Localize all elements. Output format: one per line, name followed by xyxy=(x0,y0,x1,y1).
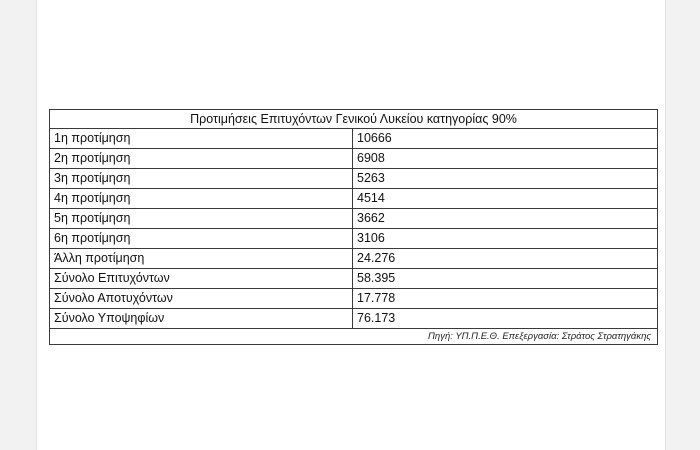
table-title-row xyxy=(50,110,658,129)
table-row xyxy=(50,189,658,209)
preferences-table xyxy=(49,109,658,345)
row-label: 5η προτίμηση xyxy=(50,209,353,229)
table-row xyxy=(50,289,658,309)
row-value: 10666 xyxy=(353,129,658,149)
row-value: 3662 xyxy=(353,209,658,229)
row-label: 2η προτίμηση xyxy=(50,149,353,169)
table-row xyxy=(50,309,658,329)
table-row xyxy=(50,249,658,269)
row-label: 3η προτίμηση xyxy=(50,169,353,189)
row-value: 4514 xyxy=(353,189,658,209)
table-row xyxy=(50,209,658,229)
row-value: 6908 xyxy=(353,149,658,169)
row-label: Σύνολο Αποτυχόντων xyxy=(50,289,353,309)
row-value: 3106 xyxy=(353,229,658,249)
table-body xyxy=(50,110,658,345)
row-value: 58.395 xyxy=(353,269,658,289)
table-row xyxy=(50,149,658,169)
row-label: Άλλη προτίμηση xyxy=(50,249,353,269)
row-value: 76.173 xyxy=(353,309,658,329)
row-label: 4η προτίμηση xyxy=(50,189,353,209)
table-row xyxy=(50,229,658,249)
row-value: 17.778 xyxy=(353,289,658,309)
row-label: 6η προτίμηση xyxy=(50,229,353,249)
row-value: 5263 xyxy=(353,169,658,189)
row-value: 24.276 xyxy=(353,249,658,269)
source-note: Πηγή: ΥΠ.Π.Ε.Θ. Επεξεργασία: Στράτος Στρατηγάκης xyxy=(50,329,658,345)
table-row xyxy=(50,129,658,149)
source-row xyxy=(50,329,658,345)
row-label: Σύνολο Υποψηφίων xyxy=(50,309,353,329)
table-row xyxy=(50,169,658,189)
row-label: 1η προτίμηση xyxy=(50,129,353,149)
row-label: Σύνολο Επιτυχόντων xyxy=(50,269,353,289)
table-title: Προτιμήσεις Επιτυχόντων Γενικού Λυκείου κατηγορίας 90% xyxy=(50,110,658,129)
table-row xyxy=(50,269,658,289)
